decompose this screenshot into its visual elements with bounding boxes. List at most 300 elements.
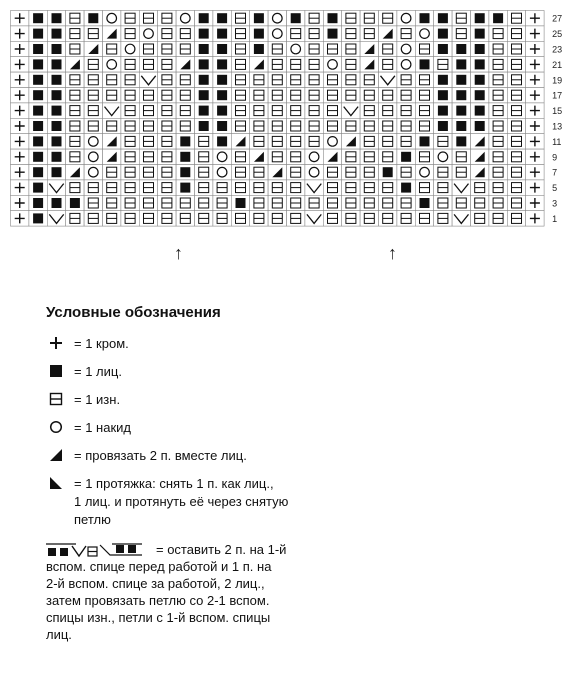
purl-stitch-icon [305,11,323,26]
purl-stitch-icon [360,103,378,118]
purl-stitch-icon [342,26,360,41]
purl-stitch-icon [103,41,121,56]
knit-stitch-icon [47,134,65,149]
purl-stitch-icon [342,11,360,26]
repeat-arrow-right: ↑ [388,243,397,263]
purl-stitch-icon [360,211,378,226]
purl-stitch-icon [103,88,121,103]
purl-stitch-icon [507,165,525,180]
knit-stitch-icon [47,88,65,103]
purl-stitch-icon [121,103,139,118]
purl-stitch-icon [66,149,84,164]
purl-stitch-icon [305,134,323,149]
k2tog-icon [103,149,121,164]
knit-stitch-icon [29,88,47,103]
knit-stitch-icon [323,26,341,41]
purl-stitch-icon [471,195,489,210]
purl-stitch-icon [250,180,268,195]
k2tog-icon [323,149,341,164]
purl-stitch-icon [489,26,507,41]
purl-stitch-icon [66,26,84,41]
knit-stitch-icon [471,103,489,118]
purl-stitch-icon [268,103,286,118]
k2tog-icon [342,134,360,149]
knit-stitch-icon [452,57,470,72]
row-number-label: 13 [552,121,563,132]
knit-stitch-icon [29,26,47,41]
purl-stitch-icon [489,180,507,195]
purl-stitch-icon [489,103,507,118]
knit-stitch-icon [176,165,194,180]
knit-stitch-icon [213,103,231,118]
purl-stitch-icon [66,180,84,195]
purl-stitch-icon [84,195,102,210]
knit-stitch-icon [84,11,102,26]
purl-stitch-icon [360,26,378,41]
row-number-label: 25 [552,29,563,40]
purl-stitch-icon [397,103,415,118]
legend-text-skpo-line-3: петлю [74,512,111,527]
purl-stitch-icon [489,149,507,164]
purl-stitch-icon [379,103,397,118]
purl-stitch-icon [176,118,194,133]
purl-stitch-icon [231,88,249,103]
edge-stitch-icon [11,134,29,149]
purl-stitch-icon [323,165,341,180]
purl-stitch-icon [195,180,213,195]
legend-text-skpo-line-1: = 1 протяжка: снять 1 п. как лиц., [74,476,274,491]
knit-stitch-icon [434,11,452,26]
purl-stitch-icon [195,149,213,164]
knit-stitch-icon [323,11,341,26]
purl-stitch-icon [305,72,323,87]
knit-stitch-icon [250,11,268,26]
knit-stitch-icon [195,26,213,41]
knit-stitch-icon [452,118,470,133]
edge-stitch-icon [526,103,544,118]
purl-stitch-icon [195,134,213,149]
yarn-over-icon [268,11,286,26]
yarn-over-icon [176,11,194,26]
purl-stitch-icon [66,72,84,87]
purl-stitch-icon [489,211,507,226]
purl-stitch-icon [507,57,525,72]
purl-stitch-icon [84,57,102,72]
row-number-label: 3 [552,198,558,209]
knit-stitch-icon [452,103,470,118]
edge-stitch-icon [526,88,544,103]
legend-text-cable-line-4: затем провязать петлю со 2-1 вспом. [46,593,270,608]
knit-stitch-icon [47,103,65,118]
purl-stitch-icon [84,103,102,118]
purl-stitch-icon [489,88,507,103]
knit-stitch-icon [29,195,47,210]
edge-stitch-icon [11,26,29,41]
purl-stitch-icon [139,88,157,103]
knit-stitch-icon [452,88,470,103]
purl-stitch-icon [287,72,305,87]
k2tog-icon [360,41,378,56]
purl-stitch-icon [434,211,452,226]
purl-stitch-icon [471,180,489,195]
purl-stitch-icon [231,211,249,226]
purl-stitch-icon [158,57,176,72]
purl-stitch-icon [250,165,268,180]
knit-stitch-icon [29,134,47,149]
yarn-over-icon [397,57,415,72]
knit-stitch-icon [47,41,65,56]
purl-stitch-icon [342,211,360,226]
legend-text-yarn-over: = 1 накид [74,420,131,435]
knit-stitch-icon [213,118,231,133]
purl-stitch-icon [452,26,470,41]
purl-stitch-icon [342,149,360,164]
purl-stitch-icon [158,134,176,149]
knit-stitch-icon [47,165,65,180]
k2tog-icon [360,57,378,72]
purl-stitch-icon [250,195,268,210]
knit-stitch-icon [471,72,489,87]
purl-stitch-icon [360,165,378,180]
row-number-label: 19 [552,75,563,86]
yarn-over-icon [84,149,102,164]
k2tog-icon [66,57,84,72]
knit-stitch-icon [29,41,47,56]
purl-stitch-icon [66,103,84,118]
knit-stitch-icon [195,57,213,72]
purl-stitch-icon [121,88,139,103]
purl-stitch-icon [397,118,415,133]
purl-stitch-icon [213,195,231,210]
purl-stitch-icon [250,103,268,118]
purl-stitch-icon [397,211,415,226]
purl-stitch-icon [305,88,323,103]
yarn-over-icon [415,26,433,41]
purl-stitch-icon [434,195,452,210]
legend-item-skpo [46,475,566,529]
k2tog-icon [471,134,489,149]
k2tog-icon [46,447,66,463]
cable-cross-icon [305,180,323,195]
purl-stitch-icon [268,118,286,133]
purl-stitch-icon [434,57,452,72]
edge-stitch-icon [11,195,29,210]
yarn-over-icon [84,134,102,149]
purl-stitch-icon [379,134,397,149]
yarn-over-icon [415,165,433,180]
purl-stitch-icon [379,180,397,195]
purl-stitch-icon [231,165,249,180]
legend-text-cable-line-3: 2-й вспом. спице за работой, 2 лиц., [46,576,265,591]
purl-stitch-icon [84,72,102,87]
purl-stitch-icon [415,88,433,103]
knit-stitch-icon [29,211,47,226]
purl-stitch-icon [195,211,213,226]
purl-stitch-icon [489,118,507,133]
purl-stitch-icon [360,72,378,87]
edge-stitch-icon [526,26,544,41]
purl-stitch-icon [121,195,139,210]
knit-stitch-icon [471,118,489,133]
edge-stitch-icon [526,11,544,26]
purl-stitch-icon [323,211,341,226]
knit-stitch-icon [434,26,452,41]
edge-stitch-icon [11,41,29,56]
cable-cross-icon [47,211,65,226]
yarn-over-icon [305,165,323,180]
knit-stitch-icon [195,41,213,56]
edge-stitch-icon [11,72,29,87]
purl-stitch-icon [139,211,157,226]
k2tog-icon [84,41,102,56]
purl-stitch-icon [287,195,305,210]
purl-stitch-icon [121,134,139,149]
yarn-over-icon [268,26,286,41]
k2tog-icon [66,165,84,180]
legend-item-cable [46,541,566,643]
purl-stitch-icon [397,88,415,103]
purl-stitch-icon [342,72,360,87]
k2tog-icon [176,57,194,72]
purl-stitch-icon [323,118,341,133]
legend-text-cable-line-5: спицы изн., петли с 1-й вспом. спицы [46,610,271,625]
k2tog-icon [471,149,489,164]
edge-stitch-icon [526,57,544,72]
cable-cross-icon [139,72,157,87]
purl-stitch-icon [231,180,249,195]
k2tog-icon [103,26,121,41]
knit-stitch-icon [250,26,268,41]
legend-text-cable-line-1: = оставить 2 п. на 1-й [156,542,287,557]
knit-stitch-icon [47,149,65,164]
edge-stitch-icon [11,165,29,180]
knit-stitch-icon [415,11,433,26]
knit-stitch-icon [434,72,452,87]
purl-stitch-icon [489,57,507,72]
purl-stitch-icon [213,211,231,226]
purl-stitch-icon [415,72,433,87]
legend-cable-row [46,541,566,558]
k2tog-icon [268,165,286,180]
purl-stitch-icon [158,118,176,133]
purl-stitch-icon [139,165,157,180]
knit-stitch-icon [195,103,213,118]
edge-stitch-icon [11,88,29,103]
purl-stitch-icon [379,149,397,164]
knit-stitch-icon [29,72,47,87]
purl-stitch-icon [323,88,341,103]
purl-stitch-icon [268,149,286,164]
yarn-over-icon [323,134,341,149]
row-number-label: 7 [552,167,558,178]
purl-stitch-icon [452,165,470,180]
k2tog-icon [379,26,397,41]
knit-stitch-icon [213,11,231,26]
knit-stitch-icon [176,134,194,149]
purl-stitch-icon [250,88,268,103]
purl-stitch-icon [379,41,397,56]
legend-item-knit [46,363,566,381]
purl-stitch-icon [103,180,121,195]
knit-stitch-icon [195,118,213,133]
yarn-over-icon [213,165,231,180]
purl-stitch-icon [507,149,525,164]
purl-stitch-icon [342,118,360,133]
purl-stitch-icon [158,11,176,26]
purl-stitch-icon [176,88,194,103]
purl-stitch-icon [305,195,323,210]
purl-stitch-icon [305,103,323,118]
purl-stitch-icon [176,103,194,118]
knit-stitch-icon [29,149,47,164]
purl-stitch-icon [379,57,397,72]
chart-grid [10,10,570,230]
purl-stitch-icon [360,88,378,103]
purl-stitch-icon [268,88,286,103]
purl-stitch-icon [158,41,176,56]
cable-cross-icon [342,103,360,118]
knit-stitch-icon [415,57,433,72]
cable-cross-icon [452,180,470,195]
yarn-over-icon [46,419,66,435]
purl-stitch-icon [507,118,525,133]
edge-stitch-icon [526,118,544,133]
purl-stitch-icon [268,211,286,226]
repeat-arrow-left: ↑ [174,243,183,263]
knit-stitch-icon [213,88,231,103]
purl-stitch-icon [121,211,139,226]
edge-stitch-icon [11,11,29,26]
legend-text-k2tog: = провязать 2 п. вместе лиц. [74,448,247,463]
purl-stitch-icon [103,211,121,226]
cable-cross-icon [452,211,470,226]
purl-stitch-icon [231,26,249,41]
purl-stitch-icon [415,149,433,164]
purl-stitch-icon [287,211,305,226]
purl-stitch-icon [305,41,323,56]
purl-stitch-icon [360,118,378,133]
purl-stitch-icon [434,134,452,149]
purl-stitch-icon [121,57,139,72]
cable-cross-icon [305,211,323,226]
purl-stitch-icon [213,180,231,195]
purl-stitch-icon [507,195,525,210]
purl-stitch-icon [434,180,452,195]
purl-stitch-icon [176,195,194,210]
k2tog-icon [231,134,249,149]
purl-stitch-icon [507,88,525,103]
purl-stitch-icon [287,88,305,103]
edge-stitch-icon [526,149,544,164]
legend-item-yarn-over [46,419,566,437]
edge-stitch-icon [11,118,29,133]
legend-title: Условные обозначения [46,304,221,321]
purl-stitch-icon [397,195,415,210]
skpo-icon [46,475,66,491]
legend-text-skpo-line-2: 1 лиц. и протянуть её через снятую [74,494,289,509]
knit-stitch-icon [231,195,249,210]
purl-stitch-icon [415,103,433,118]
purl-stitch-icon [415,118,433,133]
yarn-over-icon [397,11,415,26]
purl-stitch-icon [84,180,102,195]
legend-text-cable-line-6: лиц. [46,627,72,642]
purl-stitch-icon [250,118,268,133]
purl-stitch-icon [176,41,194,56]
purl-stitch-icon [287,26,305,41]
row-number-label: 15 [552,106,563,117]
purl-stitch-icon [66,118,84,133]
purl-stitch-icon [231,41,249,56]
purl-stitch-icon [231,57,249,72]
knit-stitch-icon [47,72,65,87]
purl-stitch-icon [360,134,378,149]
purl-stitch-icon [397,134,415,149]
purl-stitch-icon [103,195,121,210]
knit-stitch-icon [471,41,489,56]
k2tog-icon [103,134,121,149]
purl-stitch-icon [342,88,360,103]
purl-stitch-icon [360,149,378,164]
legend-text-edge: = 1 кром. [74,336,129,351]
purl-stitch-icon [379,11,397,26]
purl-stitch-icon [342,57,360,72]
purl-stitch-icon [176,211,194,226]
purl-stitch-icon [268,41,286,56]
purl-stitch-icon [84,211,102,226]
legend-item-purl [46,391,566,409]
purl-stitch-icon [139,41,157,56]
purl-stitch-icon [158,211,176,226]
purl-stitch-icon [287,165,305,180]
purl-stitch-icon [139,57,157,72]
purl-stitch-icon [158,149,176,164]
edge-stitch-icon [526,165,544,180]
yarn-over-icon [397,41,415,56]
purl-stitch-icon [139,180,157,195]
purl-stitch-icon [379,195,397,210]
knit-stitch-icon [195,72,213,87]
legend [46,304,566,643]
knit-stitch-icon [176,180,194,195]
purl-stitch-icon [323,72,341,87]
knit-stitch-icon [471,11,489,26]
yarn-over-icon [213,149,231,164]
purl-stitch-icon [305,118,323,133]
purl-stitch-icon [195,165,213,180]
yarn-over-icon [84,165,102,180]
purl-stitch-icon [158,195,176,210]
knit-stitch-icon [29,57,47,72]
purl-stitch-icon [268,134,286,149]
yarn-over-icon [103,57,121,72]
purl-stitch-icon [139,195,157,210]
purl-stitch-icon [158,180,176,195]
row-number-label: 17 [552,90,563,101]
purl-stitch-icon [342,165,360,180]
purl-stitch-icon [360,11,378,26]
purl-stitch-icon [66,41,84,56]
yarn-over-icon [323,57,341,72]
purl-stitch-icon [139,118,157,133]
purl-stitch-icon [195,195,213,210]
k2tog-icon [250,149,268,164]
row-number-label: 9 [552,152,558,163]
purl-stitch-icon [250,72,268,87]
purl-stitch-icon [305,57,323,72]
purl-stitch-icon [231,72,249,87]
purl-stitch-icon [84,26,102,41]
